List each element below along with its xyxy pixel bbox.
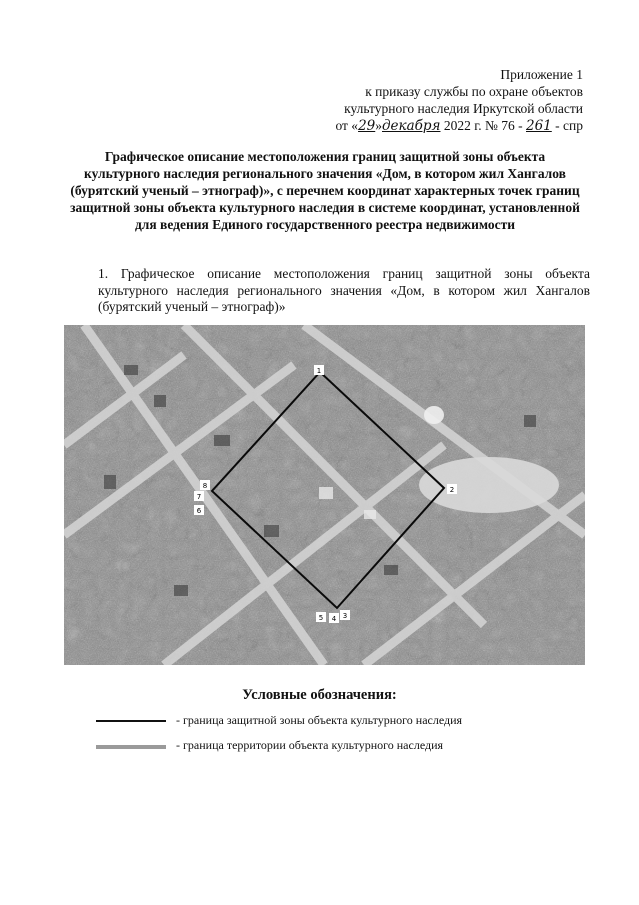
appendix-order-line: к приказу службы по охране объектов: [365, 84, 583, 99]
point-marker-8: [200, 480, 210, 490]
point-label-1: 1: [316, 367, 322, 375]
point-label-4: 4: [331, 615, 337, 623]
handwritten-month: декабря: [382, 118, 441, 134]
document-title: Графическое описание местоположения границ защитной зоны объекта культурного наследия регионального значения «Дом, в котором жил Хангалов (бурятский ученый – этнограф)», с перечнем координат характерных точек границ защитной зоны объекта культурного наследия в системе координат, установленной для ведения Единого государственного реестра недвижимости: [70, 149, 580, 232]
point-marker-3: [340, 610, 350, 620]
point-label-7: 7: [196, 493, 202, 501]
handwritten-day: 29: [358, 118, 376, 134]
appendix-header: [283, 66, 583, 135]
handwritten-number: 261: [526, 118, 552, 134]
appendix-service-line: культурного наследия Иркутской области: [344, 101, 583, 116]
point-label-2: 2: [449, 486, 455, 494]
point-label-8: 8: [202, 482, 208, 490]
legend-swatch-territory: [96, 745, 166, 749]
point-marker-6: [194, 505, 204, 515]
point-marker-1: [314, 365, 324, 375]
point-marker-5: [316, 612, 326, 622]
point-marker-2: [447, 484, 457, 494]
point-label-5: 5: [318, 614, 324, 622]
aerial-map-image: [64, 325, 585, 665]
section-1-text: 1. Графическое описание местоположения границ защитной зоны объекта культурного наследия регионального значения «Дом, в котором жил Хангалов (бурятский ученый – этнограф)»: [98, 266, 590, 314]
point-label-3: 3: [342, 612, 348, 620]
legend-swatch-zone: [96, 720, 166, 722]
aerial-map: [64, 325, 585, 665]
point-label-6: 6: [196, 507, 202, 515]
appendix-number: Приложение 1: [500, 67, 583, 82]
order-date-line: от «29»декабря 2022 г. № 76 - 261 - спр: [335, 118, 583, 134]
legend-title: Условные обозначения:: [242, 687, 397, 703]
legend-label-zone: - граница защитной зоны объекта культурного наследия: [176, 713, 463, 727]
point-marker-7: [194, 491, 204, 501]
legend-label-territory: - граница территории объекта культурного наследия: [176, 738, 444, 752]
point-marker-4: [329, 613, 339, 623]
